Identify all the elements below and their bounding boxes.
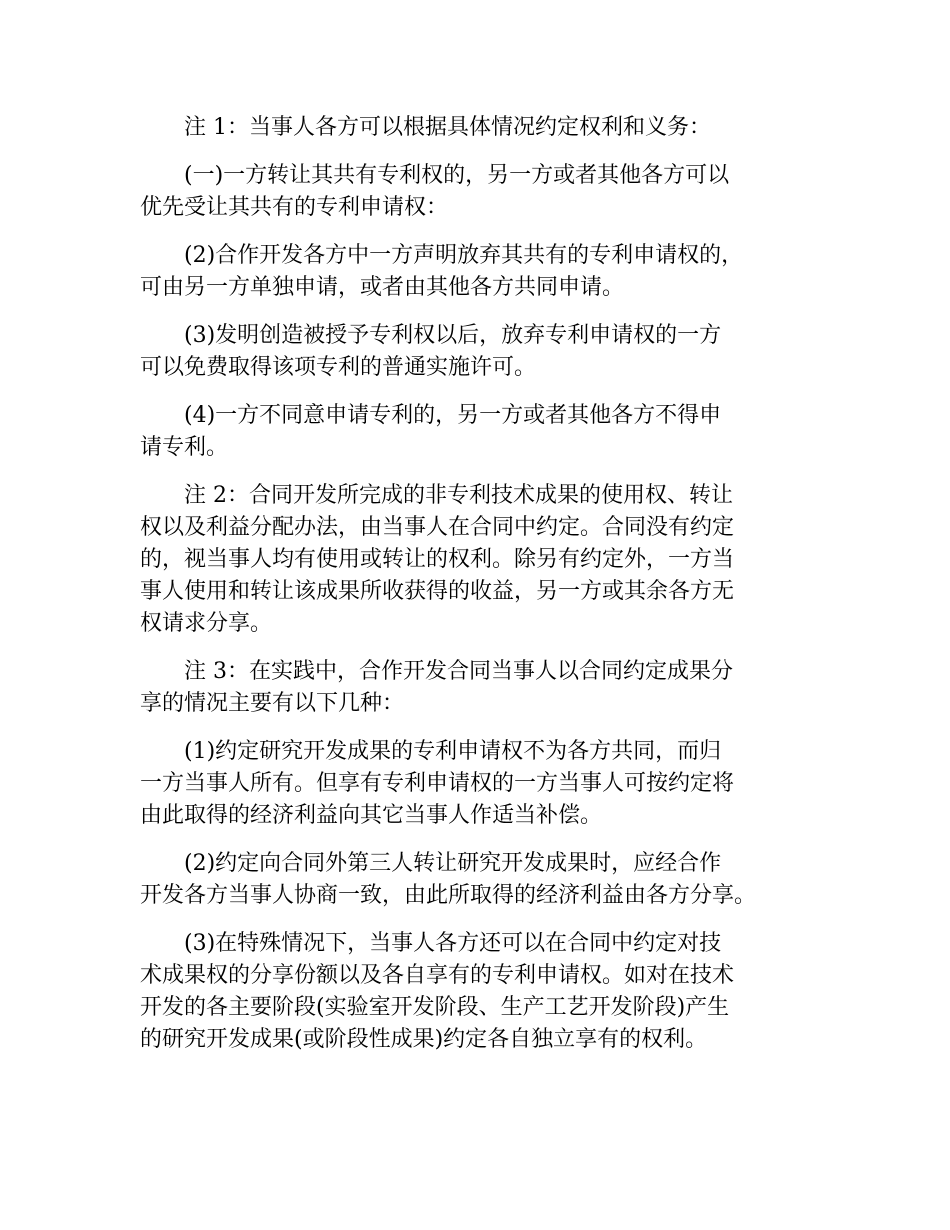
text-line: (2)合作开发各方中一方声明放弃其共有的专利申请权的， — [184, 243, 744, 268]
paragraph-note-2 — [140, 480, 830, 640]
text-line: 权以及利益分配办法，由当事人在合同中约定。合同没有约定 — [140, 515, 735, 540]
paragraph-item-3 — [140, 320, 830, 384]
text-line: (一)一方转让其共有专利权的，另一方或者其他各方可以 — [184, 163, 730, 188]
text-line: 的研究开发成果(或阶段性成果)约定各自独立享有的权利。 — [140, 1027, 708, 1052]
document-body — [140, 112, 830, 1072]
text-line: 注 3：在实践中，合作开发合同当事人以合同约定成果分 — [184, 659, 733, 684]
text-line: 一方当事人所有。但享有专利申请权的一方当事人可按约定将 — [140, 771, 735, 796]
text-line: (3)发明创造被授予专利权以后，放弃专利申请权的一方 — [184, 323, 722, 348]
text-line: 可由另一方单独申请，或者由其他各方共同申请。 — [140, 275, 625, 300]
paragraph-item-4 — [140, 400, 830, 464]
text-line: 开发各方当事人协商一致，由此所取得的经济利益由各方分享。 — [140, 883, 757, 908]
text-line: 可以免费取得该项专利的普通实施许可。 — [140, 355, 537, 380]
paragraph-note-3 — [140, 656, 830, 720]
paragraph-case-3 — [140, 928, 830, 1056]
text-line: 享的情况主要有以下几种： — [140, 691, 405, 716]
text-line: 术成果权的分享份额以及各自享有的专利申请权。如对在技术 — [140, 963, 735, 988]
text-line: (1)约定研究开发成果的专利申请权不为各方共同，而归 — [184, 739, 722, 764]
text-line: 注 2：合同开发所完成的非专利技术成果的使用权、转让 — [184, 483, 733, 508]
paragraph-case-1 — [140, 736, 830, 832]
text-line: (2)约定向合同外第三人转让研究开发成果时，应经合作 — [184, 851, 722, 876]
text-line: 注 1：当事人各方可以根据具体情况约定权利和义务： — [184, 115, 711, 140]
text-line: (3)在特殊情况下，当事人各方还可以在合同中约定对技 — [184, 931, 722, 956]
paragraph-item-2 — [140, 240, 830, 304]
paragraph-note-1 — [140, 112, 830, 144]
text-line: 开发的各主要阶段(实验室开发阶段、生产工艺开发阶段)产生 — [140, 995, 730, 1020]
paragraph-item-1 — [140, 160, 830, 224]
text-line: 优先受让其共有的专利申请权： — [140, 195, 449, 220]
text-line: 由此取得的经济利益向其它当事人作适当补偿。 — [140, 803, 603, 828]
text-line: 权请求分享。 — [140, 611, 273, 636]
text-line: 请专利。 — [140, 435, 229, 460]
text-line: (4)一方不同意申请专利的，另一方或者其他各方不得申 — [184, 403, 722, 428]
paragraph-case-2 — [140, 848, 830, 912]
text-line: 事人使用和转让该成果所收获得的收益，另一方或其余各方无 — [140, 579, 735, 604]
text-line: 的，视当事人均有使用或转让的权利。除另有约定外，一方当 — [140, 547, 735, 572]
